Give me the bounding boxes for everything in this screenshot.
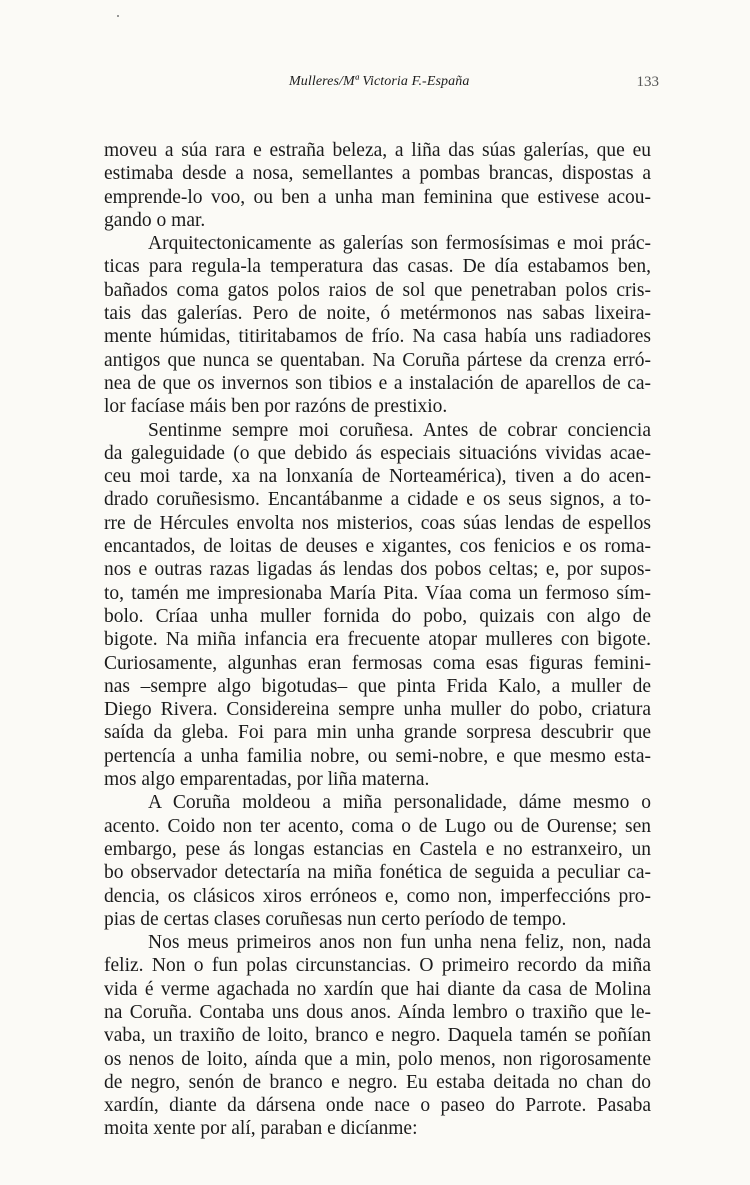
page-number: 133 xyxy=(636,74,659,90)
text-line: da galeguidade (o que debido ás especiais situacións vividas acae- xyxy=(104,442,651,464)
text-line: nas –sempre algo bigotudas– que pinta Frida Kalo, a muller de xyxy=(104,675,651,697)
paragraph xyxy=(104,232,651,418)
text-line: embargo, pese ás longas estancias en Castela e no estranxeiro, un xyxy=(104,838,651,860)
text-line: ticas para regula-la temperatura das casas. De día estabamos ben, xyxy=(104,256,651,278)
paragraph xyxy=(104,931,651,1141)
text-line: xardín, diante da dársena onde nace o paseo do Parrote. Pasaba xyxy=(104,1095,651,1117)
text-line: os nenos de loito, aínda que a min, polo menos, non rigorosamente xyxy=(104,1048,651,1070)
text-line: moita xente por alí, paraban e dicíanme: xyxy=(104,1118,418,1140)
text-line: pias de certas clases coruñesas nun certo período de tempo. xyxy=(104,908,567,930)
text-line: nea de que os invernos son tibios e a instalación de aparellos de ca- xyxy=(104,372,651,394)
text-line: feliz. Non o fun polas circunstancias. O primeiro recordo da miña xyxy=(104,955,651,977)
paragraph xyxy=(104,419,651,792)
paper-speck xyxy=(117,15,119,17)
text-line: bañados coma gatos polos raios de sol que penetraban polos cris- xyxy=(104,279,651,301)
text-line: moveu a súa rara e estraña beleza, a liña das súas galerías, que eu xyxy=(104,140,651,161)
text-line: Diego Rivera. Considereina sempre unha muller do pobo, criatura xyxy=(104,699,651,721)
text-line: drado coruñesismo. Encantábanme a cidade e os seus signos, a to- xyxy=(104,489,651,511)
text-line: na Coruña. Contaba uns dous anos. Aínda lembro o traxiño que le- xyxy=(104,1001,651,1023)
running-title: Mulleres/Mª Victoria F.-España xyxy=(289,74,470,89)
text-line: de negro, senón de branco e negro. Eu estaba deitada no chan do xyxy=(104,1071,651,1093)
running-head xyxy=(0,74,750,94)
paragraph xyxy=(104,139,651,232)
text-line: lor facíase máis ben por razóns de prestixio. xyxy=(104,396,448,418)
text-line: tais das galerías. Pero de noite, ó metérmonos nas sabas lixeira- xyxy=(104,303,651,325)
text-line: to, tamén me impresionaba María Pita. Víaa coma un fermoso sím- xyxy=(104,582,651,604)
text-line: mente húmidas, titiritabamos de frío. Na casa había uns radiadores xyxy=(104,326,651,348)
body-text xyxy=(104,139,651,1141)
text-line: A Coruña moldeou a miña personalidade, dáme mesmo o xyxy=(148,792,651,814)
text-line: saída da gleba. Foi para min unha grande sorpresa descubrir que xyxy=(104,722,651,744)
text-line: gando o mar. xyxy=(104,209,206,231)
text-line: Sentinme sempre moi coruñesa. Antes de cobrar conciencia xyxy=(148,419,651,441)
text-line: vida é verme agachada no xardín que hai diante da casa de Molina xyxy=(104,978,651,1000)
text-line: encantados, de loitas de deuses e xigantes, cos fenicios e os roma- xyxy=(104,536,651,558)
paragraph xyxy=(104,791,651,931)
text-line: estimaba desde a nosa, semellantes a pombas brancas, dispostas a xyxy=(104,163,651,185)
text-line: bo observador detectaría na miña fonética de seguida a peculiar ca- xyxy=(104,862,651,884)
text-line: dencia, os clásicos xiros erróneos e, como non, imperfeccións pro- xyxy=(104,885,651,907)
text-line: Arquitectonicamente as galerías son fermosísimas e moi prác- xyxy=(148,233,651,255)
text-line: mos algo emparentadas, por liña materna. xyxy=(104,769,430,791)
text-line: rre de Hércules envolta nos misterios, coas súas lendas de espellos xyxy=(104,512,651,534)
text-line: pertencía a unha familia nobre, ou semi-nobre, e que mesmo esta- xyxy=(104,745,651,767)
text-line: bolo. Críaa unha muller fornida do pobo, quizais con algo de xyxy=(104,605,651,627)
text-line: vaba, un traxiño de loito, branco e negro. Daquela tamén se poñían xyxy=(104,1025,651,1047)
text-line: nos e outras razas ligadas ás lendas dos pobos celtas; e, por supos- xyxy=(104,559,651,581)
text-line: acento. Coido non ter acento, coma o de Lugo ou de Ourense; sen xyxy=(104,815,651,837)
text-line: bigote. Na miña infancia era frecuente atopar mulleres con bigote. xyxy=(104,629,651,651)
text-line: Curiosamente, algunhas eran fermosas coma esas figuras femini- xyxy=(104,652,651,674)
text-line: antigos que nunca se quentaban. Na Coruña pártese da crenza erró- xyxy=(104,349,651,371)
text-line: emprende-lo voo, ou ben a unha man feminina que estivese acou- xyxy=(104,186,651,208)
text-line: ceu moi tarde, xa na lonxanía de Norteamérica), tiven a do acen- xyxy=(104,466,651,488)
text-line: Nos meus primeiros anos non fun unha nena feliz, non, nada xyxy=(148,932,651,954)
